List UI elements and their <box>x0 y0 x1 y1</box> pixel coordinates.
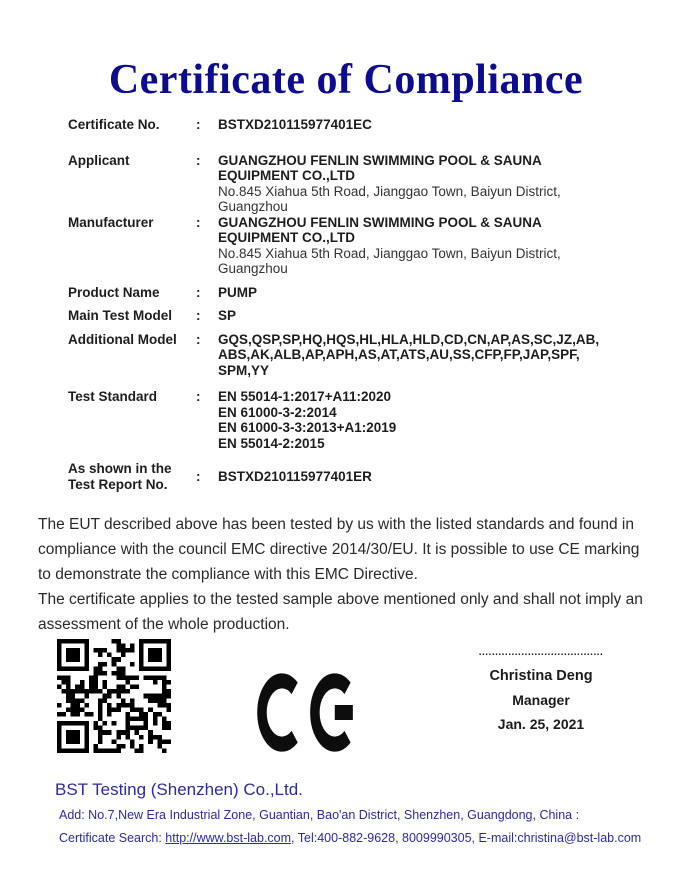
ce-mark-icon <box>257 673 361 752</box>
field-label: Manufacturer <box>68 214 154 230</box>
certificate-search-link[interactable]: http://www.bst-lab.com <box>165 831 292 845</box>
test-report-number-value: BSTXD210115977401ER <box>218 468 372 484</box>
field-colon: : <box>196 468 201 484</box>
qr-code-image <box>57 639 171 753</box>
field-label: Test Standard <box>68 389 158 404</box>
manufacturer-name-line: GUANGZHOU FENLIN SWIMMING POOL & SAUNA <box>218 214 542 230</box>
field-label: Certificate No. <box>68 117 160 132</box>
issuer-company-name: BST Testing (Shenzhen) Co.,Ltd. <box>55 780 303 799</box>
issuer-address: Add: No.7,New Era Industrial Zone, Guantian, Bao'an District, Shenzhen, Guangdong, China : <box>59 808 580 822</box>
applicant-address-line: Guangzhou <box>218 199 288 214</box>
issuer-footer <box>55 780 675 845</box>
signature-date: Jan. 25, 2021 <box>497 716 585 732</box>
test-standard-line: EN 61000-3-2:2014 <box>218 404 337 420</box>
field-row-main-test-model <box>68 308 633 324</box>
applicant-name-line: GUANGZHOU FENLIN SWIMMING POOL & SAUNA <box>218 152 542 168</box>
field-row-manufacturer <box>68 215 633 277</box>
additional-model-line: ABS,AK,ALB,AP,APH,AS,AT,ATS,AU,SS,CFP,FP,JAP,SPF, <box>218 347 580 362</box>
field-label: Product Name <box>68 284 160 300</box>
field-row-test-report-no <box>68 461 633 492</box>
field-row-applicant <box>68 153 633 215</box>
applicant-address-line: No.845 Xiahua 5th Road, Jianggao Town, Baiyun District, <box>218 183 561 199</box>
statement-paragraph: The certificate applies to the tested sample above mentioned only and shall not imply an assessment of the whole production. <box>38 591 643 633</box>
field-label-line: Test Report No. <box>68 476 168 492</box>
field-colon: : <box>196 331 201 347</box>
signatory-name: Christina Deng <box>489 668 593 684</box>
page-title: Certificate of Compliance <box>108 57 584 104</box>
field-colon: : <box>196 214 201 230</box>
field-row-test-standard <box>68 389 633 451</box>
test-standard-line: EN 55014-1:2017+A11:2020 <box>218 389 392 404</box>
additional-model-line: SPM,YY <box>218 362 270 378</box>
certificate-fields <box>68 117 633 500</box>
product-name-value: PUMP <box>218 284 258 300</box>
statement-paragraph: The EUT described above has been tested by us with the listed standards and found in compliance with the council EMC directive 2014/30/EU. It is possible to use CE marking to demonstrate the compliance with this EMC Directive. <box>38 516 640 583</box>
additional-model-line: GQS,QSP,SP,HQ,HQS,HL,HLA,HLD,CD,CN,AP,AS,SC,JZ,AB, <box>218 331 600 347</box>
certificate-number-value: BSTXD210115977401EC <box>218 117 372 132</box>
manufacturer-address-line: No.845 Xiahua 5th Road, Jianggao Town, Baiyun District, <box>218 245 561 261</box>
field-label: Additional Model <box>68 331 177 347</box>
test-standard-line: EN 55014-2:2015 <box>218 435 325 451</box>
field-colon: : <box>196 308 201 323</box>
signature-block <box>460 648 622 732</box>
certificate-search-label: Certificate Search: <box>59 831 166 845</box>
applicant-name-line: EQUIPMENT CO.,LTD <box>218 168 355 183</box>
main-test-model-value: SP <box>218 308 237 323</box>
field-label: Applicant <box>68 152 130 168</box>
field-label-line: As shown in the <box>68 461 172 476</box>
certificate-search-line <box>55 831 675 845</box>
manufacturer-name-line: EQUIPMENT CO.,LTD <box>218 230 355 245</box>
field-colon: : <box>196 152 201 168</box>
manufacturer-address-line: Guangzhou <box>218 261 288 276</box>
signatory-role: Manager <box>512 692 570 708</box>
field-row-certificate-no <box>68 117 633 133</box>
field-label: Main Test Model <box>68 308 173 323</box>
field-colon: : <box>196 284 201 300</box>
compliance-statement <box>38 512 656 637</box>
field-colon: : <box>196 117 201 132</box>
issuer-contact-info: , Tel:400-882-9628, 8009990305, E-mail:christina@bst-lab.com <box>291 831 642 845</box>
test-standard-line: EN 61000-3-3:2013+A1:2019 <box>218 420 397 435</box>
signature-line: ...................................... <box>478 647 604 658</box>
field-colon: : <box>196 389 201 404</box>
field-row-additional-model <box>68 332 633 379</box>
field-row-product-name <box>68 285 633 301</box>
